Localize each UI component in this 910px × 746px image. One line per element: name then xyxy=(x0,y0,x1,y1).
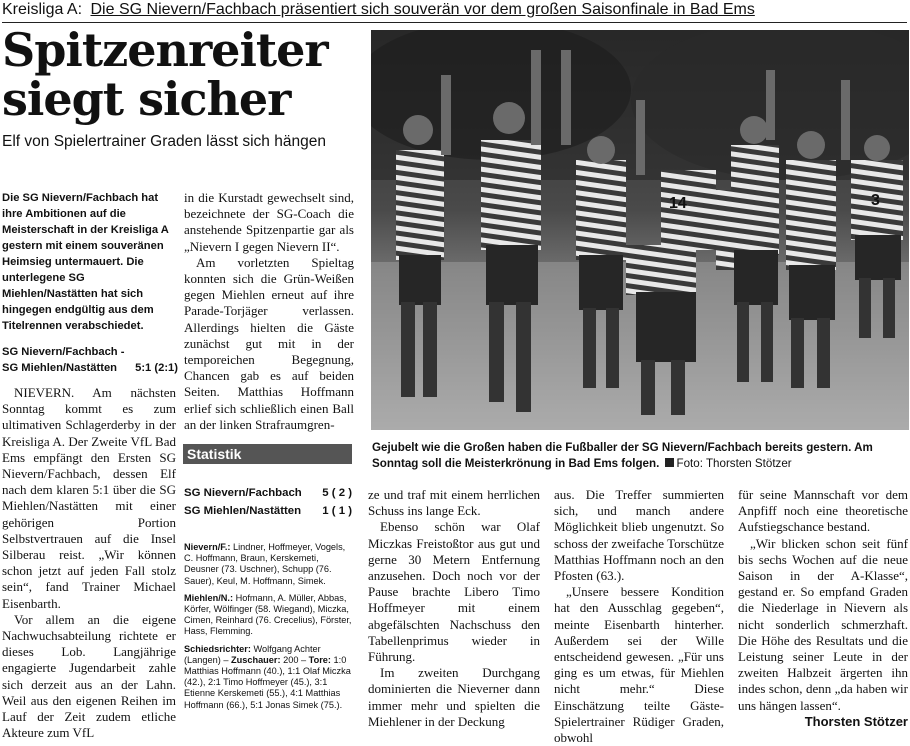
headline-line2: siegt sicher xyxy=(2,72,291,126)
statistik-table xyxy=(184,484,352,520)
subheadline: Elf von Spielertrainer Graden lässt sich hängen xyxy=(2,133,326,150)
headline-line1: Spitzenreiter xyxy=(2,23,328,77)
caption-text: Gejubelt wie die Großen haben die Fußballer der SG Nievern/Fachbach bereits gestern. Am Sonntag soll die Meisterkrönung in Bad Ems folgen. xyxy=(372,441,873,470)
result-away: SG Miehlen/Nastätten xyxy=(2,362,118,374)
col5-para-1: für seine Mannschaft vor dem Anpfiff noch eine theoretische Aufstiegschance bestand. xyxy=(738,487,908,535)
caption-square-icon xyxy=(665,458,674,467)
match-details: Schiedsrichter: Wolfgang Achter (Langen) – Zuschauer: 200 – Tore: 1:0 Matthias Hoffmann (40.), 1:1 Olaf Miczka (42.), 2:1 Timo Hoffmeyer (45.), 3:1 Etienne Kerskemeti (55.), 4:1 Matthias Hoffmann (66.), 5:1 Jonas Simek (75.). xyxy=(184,643,351,710)
article-column-1 xyxy=(2,385,176,741)
lineup-box xyxy=(184,542,352,717)
shirt-number: 3 xyxy=(871,192,880,209)
headline xyxy=(2,23,367,126)
article-column-4 xyxy=(554,487,724,746)
col5-para-2: „Wir blicken schon seit fünf bis sechs Wochen auf die neue Saison in der A-Klasse“, gestand er. So empfand Graden die Niederlage in Nievern als nicht sonderlich schmerzhaft. Die Höhe des Resultats und die Leistung seiner Leute in der zweiten Halbzeit ärgerten ihn indes schon, denn „da haben wir uns hängen lassen“. xyxy=(738,535,908,713)
lineup-nievern: Nievern/F.: Lindner, Hoffmeyer, Vogels, C. Hoffmann, Braun, Kerskemeti, Deusner (73. Uschner), Schupp (76. Sauer), Keul, M. Hoffmann, Simek. xyxy=(184,542,346,586)
result-home: SG Nievern/Fachbach - xyxy=(2,346,125,358)
kicker-line xyxy=(2,0,907,23)
statistik-row: SG Miehlen/Nastätten 1 ( 1 ) xyxy=(184,505,352,517)
photo-caption xyxy=(372,440,906,472)
col3-para-3: Im zweiten Durchgang dominierten die Nieverner dann immer mehr und spielten die Miehlener in der Deckung xyxy=(368,665,540,729)
col4-para-2: „Unsere bessere Kondition hat den Ausschlag gegeben“, meinte Eisenbarth hinterher. Außerdem sei der Wille entscheidend gewesen. „Für uns ging es um etwas, für Miehlen nicht mehr.“ Diese Einschätzung teilte Gäste-Spielertrainer Rüdiger Graden, obwohl xyxy=(554,584,724,746)
photo-credit: Foto: Thorsten Stötzer xyxy=(676,457,792,470)
team-celebration-photo xyxy=(371,30,909,430)
lineup-miehlen: Miehlen/N.: Hofmann, A. Müller, Abbas, Körfer, Wölfinger (58. Wiegand), Miczka, Cimen, Reinhard (76. Crecelius), Förster, Hass, Flemming. xyxy=(184,592,352,637)
result-score: 5:1 (2:1) xyxy=(135,362,178,374)
article-column-3 xyxy=(368,487,540,730)
author-name: Thorsten Stötzer xyxy=(804,713,908,729)
col2-para-2: Am vorletzten Spieltag konnten sich die Grün-Weißen gegen Miehlen erneut auf ihre Parade-Torjäger verlassen. Allerdings hielten die Gäste zunächst gut mit in der temporeichen Begegnung, Chancen gab es auf beiden Seiten. Matthias Hoffmann erlief sich schließlich einen Ball an der linken Strafraumgren- xyxy=(184,254,354,432)
kicker-section: Kreisliga A: xyxy=(2,1,83,18)
kicker-topic: Die SG Nievern/Fachbach präsentiert sich souverän vor dem großen Saisonfinale in Bad Ems xyxy=(90,1,755,18)
col1-para-2: Vor allem an die eigene Nachwuchsabteilung richtete er dieses Lob. Langjährige engagierte Jugendarbeit zahle sich derzeit aus an der Lahn. Weil aus den eigenen Reihen im Lauf der Zeit zudem etliche Akteure zum VfL xyxy=(2,611,176,741)
lead-paragraph: Die SG Nievern/Fachbach hat ihre Ambitionen auf die Meisterschaft in der Kreisliga A gestern mit einem souveränen Heimsieg untermauert. Die unterlegene SG Miehlen/Nastätten hat sich hingegen endgültig aus dem Titelrennen verabschiedet. xyxy=(2,192,169,332)
col1-para-1: NIEVERN. Am nächsten Sonntag kommt es zum ultimativen Schlagerderby in der Kreisliga A. Der Zweite VfL Bad Ems empfängt den Ersten SG Nievern/Fachbach, dessen Elf nach dem klaren 5:1 über die SG Miehlen/Nastätten mit einer gehörigen Portion Selbstvertrauen auf die Insel Silberau reist. „Wir können schon jetzt auf jeden Fall stolz sein“, fand Trainer Michael Eisenbarth. xyxy=(2,385,176,611)
col3-para-2: Ebenso schön war Olaf Miczkas Freistoßtor aus gut und gerne 30 Metern Entfernung anzusehen. Doch noch vor der Pause brachte Libero Timo Hoffmeyer mit einem abgefälschten Nachschuss den Tabellenprimus wieder in Führung. xyxy=(368,519,540,665)
article-column-2 xyxy=(184,190,354,433)
statistik-row: SG Nievern/Fachbach 5 ( 2 ) xyxy=(184,487,352,499)
article-column-5 xyxy=(738,487,908,730)
shirt-number: 14 xyxy=(669,195,687,212)
col3-para-1: ze und traf mit einem herrlichen Schuss ins lange Eck. xyxy=(368,487,540,519)
statistik-header: Statistik xyxy=(183,444,352,464)
col2-para-1: in die Kurstadt gewechselt sind, bezeichnete der SG-Coach die anstehende Spitzenpartie gar als „Nievern I gegen Nievern II“. xyxy=(184,190,354,254)
col4-para-1: aus. Die Treffer summierten sich, und manch andere Möglichkeit blieb ungenutzt. So schoss der zweifache Torschütze Matthias Hoffmann noch an den Pfosten (63.). xyxy=(554,487,724,584)
match-result xyxy=(2,344,178,376)
